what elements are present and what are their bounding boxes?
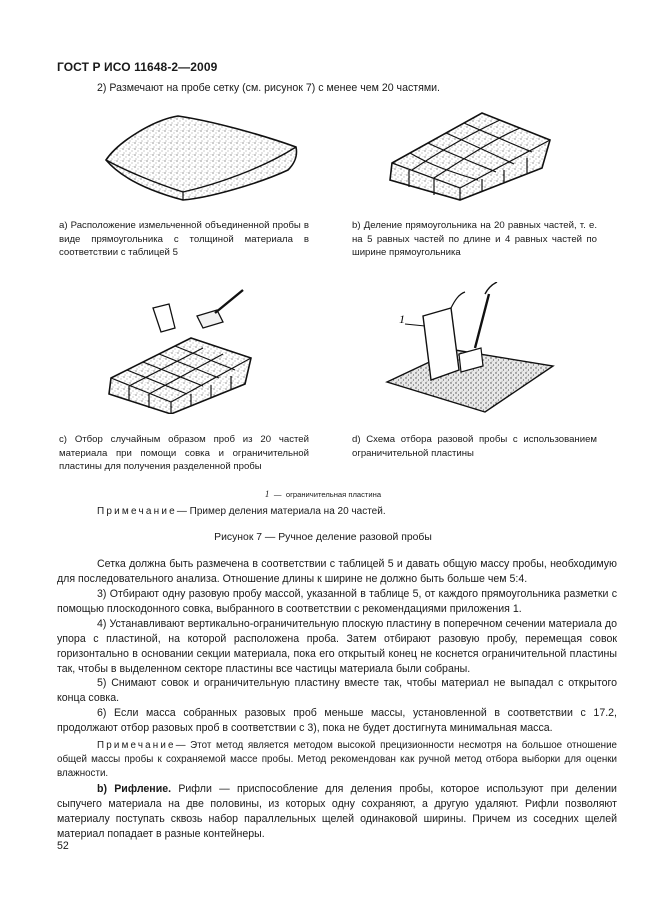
caption-b: b) Деление прямоугольника на 20 равных частей, т. е. на 5 равных частей по длине и 4 равных частей по ширине прямоугольника: [352, 220, 597, 258]
paragraph-step-5: 5) Снимают совок и ограничительную пластину вместе так, чтобы материал не выпадал с открытого конца совка.: [57, 677, 617, 704]
limiting-plate-shape: [153, 304, 175, 332]
note2-label: Примечание: [97, 740, 176, 751]
intro-step-2: 2) Размечают на пробе сетку (см. рисунок 7) с менее чем 20 частями.: [97, 82, 440, 94]
legend-number: 1: [264, 489, 270, 499]
riffling-term: b) Рифление.: [97, 783, 172, 795]
legend-text: ограничительная пластина: [285, 490, 382, 499]
paragraph-riffling: [57, 782, 617, 842]
caption-c: с) Отбор случайным образом проб из 20 частей материала при помощи совка и ограничительной пластины для получения разделенной пробы: [59, 434, 309, 472]
caption-d: d) Схема отбора разовой пробы с использованием ограничительной пластины: [352, 434, 597, 459]
page-number: 52: [57, 840, 69, 852]
caption-a: а) Расположение измельченной объединенной пробы в виде прямоугольника с толщиной материала в соответствии с таблицей 5: [59, 220, 309, 258]
paragraph-grid: Сетка должна быть размечена в соответствии с таблицей 5 и давать общую массу пробы, необходимую для последовательного анализа. Отношение длины к ширине не должно быть больше чем 5:4.: [57, 558, 617, 585]
document-header: ГОСТ Р ИСО 11648-2—2009: [57, 60, 218, 74]
paragraph-step-6: 6) Если масса собранных разовых проб меньше массы, установленной в соответствии с 17.2, продолжают отбор разовых проб в соответствии с 3), пока не будет достигнута минимальная масса.: [57, 707, 617, 734]
figure-d-illustration: [385, 282, 555, 414]
figure-title: Рисунок 7 — Ручное деление разовой пробы: [214, 532, 432, 543]
figure-legend: [0, 484, 646, 502]
figure-c-illustration: [105, 286, 255, 414]
figure-b-illustration: [382, 108, 557, 202]
note-label: Примечание: [97, 506, 177, 517]
scoop-shape: [197, 290, 243, 328]
callout-1: 1: [399, 312, 405, 326]
legend-separator: —: [273, 490, 282, 499]
note2-text: — Этот метод является методом высокой прецизионности несмотря на большое отношение общей массы пробы к сохраняемой массе пробы. Метод рекомендован как ручной метод отбора выборки для оценки влажности.: [57, 740, 617, 779]
figure-note: [97, 504, 617, 520]
note-precision: [57, 739, 617, 781]
riffling-text: Рифли — приспособление для деления пробы, которое используют при делении сыпучего материала на две половины, из которых одну сохраняют, а другую удаляют. Рифли позволяют материалу поступать сквозь набор параллельных щелей одинаковой ширины. Причем из соседних щелей материал попадает в разные контейнеры.: [57, 783, 617, 840]
figure-a-illustration: [98, 112, 303, 202]
note-text: — Пример деления материала на 20 частей.: [176, 506, 386, 517]
paragraph-step-4: 4) Устанавливают вертикально-ограничительную плоскую пластину в поперечном сечении материала до упора с пластиной, на которой расположена проба. Затем отбирают разовую пробу, перемещая совок горизонтально в основании секции материала, пока его открытый конец не коснется ограничительной пластины так, чтобы в выделенном секторе пластины все частицы материала были собраны.: [57, 618, 617, 675]
paragraph-step-3: 3) Отбирают одну разовую пробу массой, указанной в таблице 5, от каждого прямоугольника разметки с помощью плоскодонного совка, выбранного в соответствии с рекомендациями приложения 1.: [57, 588, 617, 615]
